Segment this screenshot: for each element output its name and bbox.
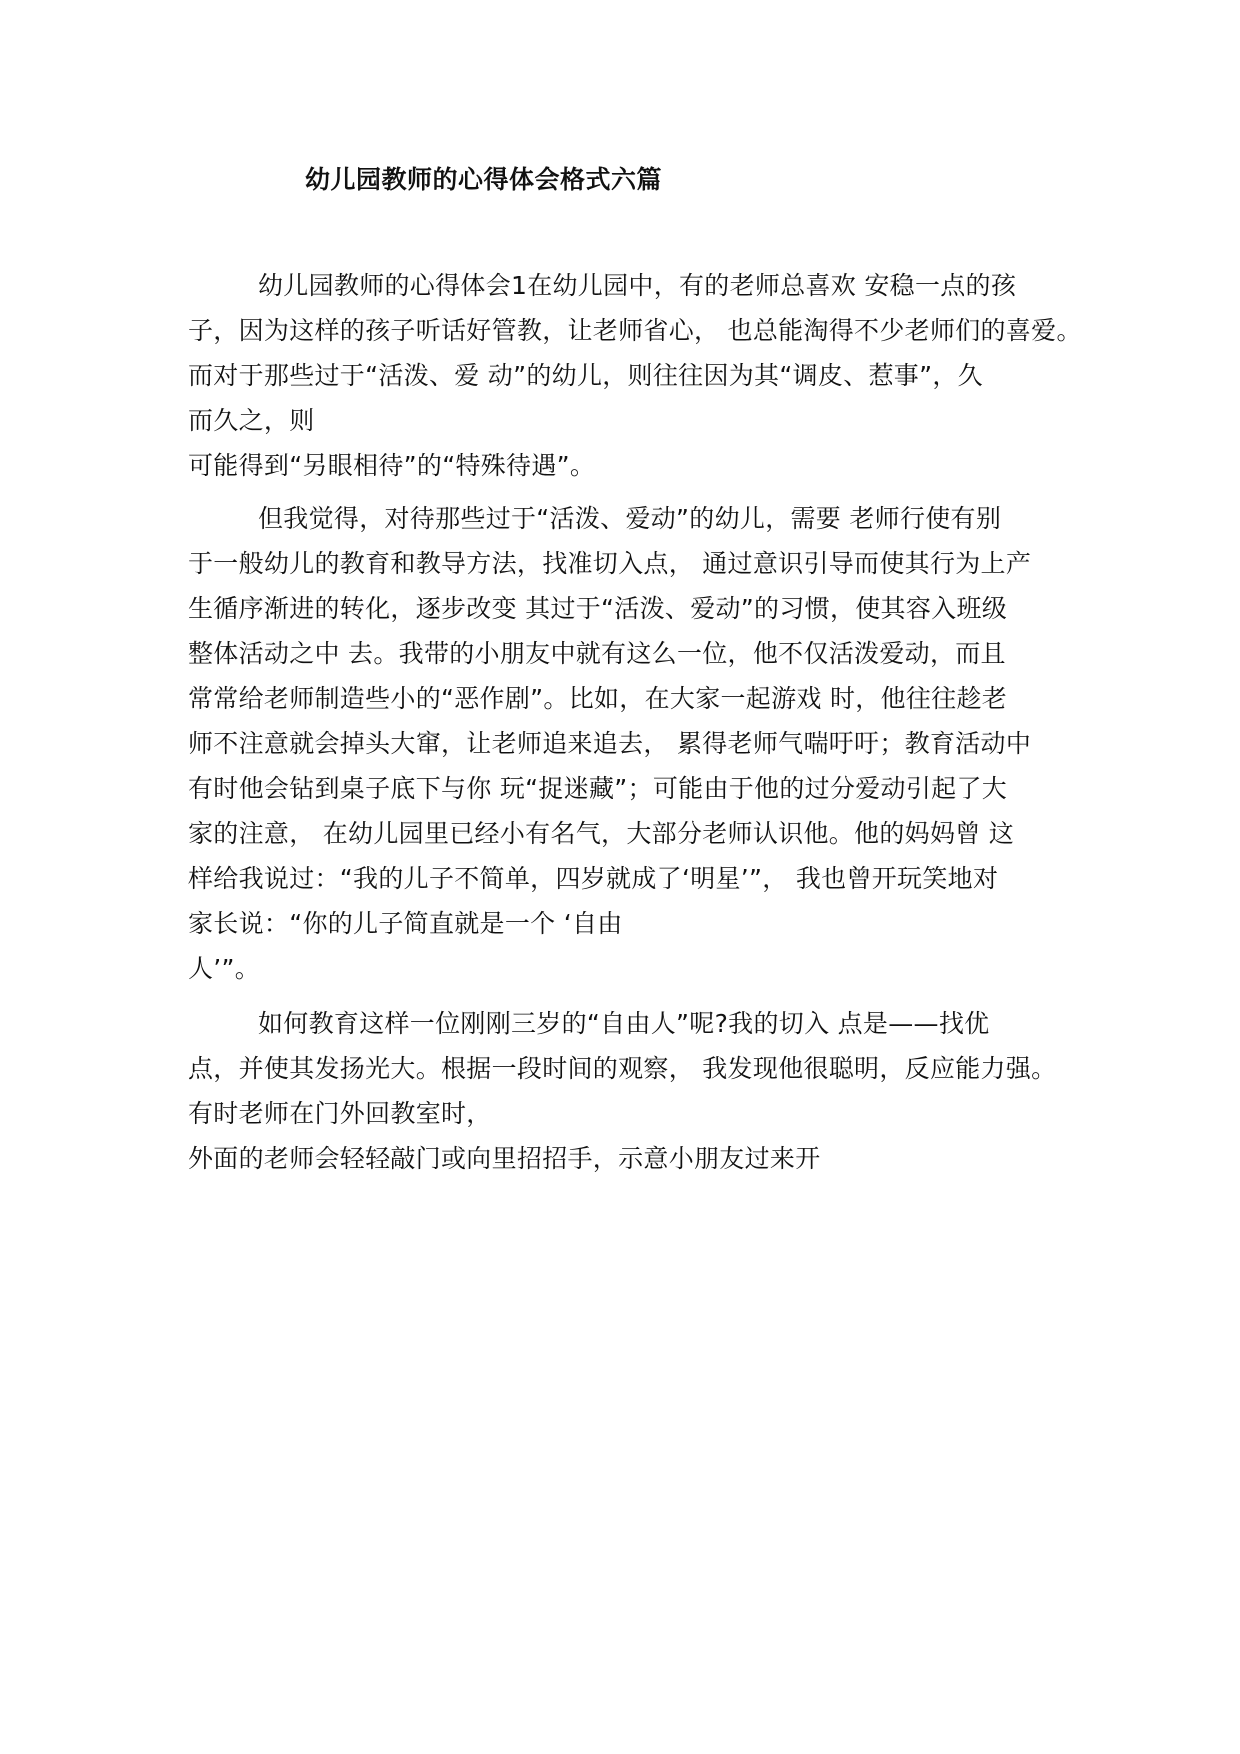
paragraph-3-line-2: 点，并使其发扬光大。根据一段时间的观察， 我发现他很聪明，反应能力强。 xyxy=(188,1054,1057,1083)
paragraph-2-line-1: 但我觉得，对待那些过于“活泼、爱动”的幼儿，需要 老师行使有别 xyxy=(258,504,1002,533)
paragraph-1-line-1: 幼儿园教师的心得体会1在幼儿园中，有的老师总喜欢 安稳一点的孩 xyxy=(258,271,1017,300)
document-title: 幼儿园教师的心得体会格式六篇 xyxy=(305,165,663,194)
paragraph-1-line-2: 子，因为这样的孩子听话好管教，让老师省心， 也总能淘得不少老师们的喜爱。 xyxy=(188,316,1082,345)
paragraph-3-line-1: 如何教育这样一位刚刚三岁的“自由人”呢?我的切入 点是——找优 xyxy=(258,1009,990,1038)
paragraph-2-line-8: 家的注意， 在幼儿园里已经小有名气，大部分老师认识他。他的妈妈曾 这 xyxy=(188,819,1015,848)
paragraph-1-line-4: 而久之，则 xyxy=(188,406,315,435)
paragraph-2-line-3: 生循序渐进的转化，逐步改变 其过于“活泼、爱动”的习惯，使其容入班级 xyxy=(188,594,1008,623)
paragraph-2-line-7: 有时他会钻到桌子底下与你 玩“捉迷藏”；可能由于他的过分爱动引起了大 xyxy=(188,774,1008,803)
paragraph-2-line-10: 家长说：“你的儿子简直就是一个 ‘自由 xyxy=(188,909,623,938)
paragraph-2-line-11: 人’”。 xyxy=(188,954,261,983)
paragraph-1-line-5: 可能得到“另眼相待”的“特殊待遇”。 xyxy=(188,451,596,480)
paragraph-2-line-6: 师不注意就会掉头大窜，让老师追来追去， 累得老师气喘吁吁；教育活动中 xyxy=(188,729,1032,758)
paragraph-2-line-5: 常常给老师制造些小的“恶作剧”。比如，在大家一起游戏 时，他往往趁老 xyxy=(188,684,1008,713)
paragraph-3-line-4: 外面的老师会轻轻敲门或向里招招手，示意小朋友过来开 xyxy=(188,1144,821,1173)
paragraph-2-line-9: 样给我说过：“我的儿子不简单，四岁就成了‘明星’”， 我也曾开玩笑地对 xyxy=(188,864,999,893)
paragraph-2-line-4: 整体活动之中 去。我带的小朋友中就有这么一位，他不仅活泼爱动，而且 xyxy=(188,639,1006,668)
paragraph-2-line-2: 于一般幼儿的教育和教导方法，找准切入点， 通过意识引导而使其行为上产 xyxy=(188,549,1032,578)
paragraph-3-line-3: 有时老师在门外回教室时， xyxy=(188,1099,492,1128)
paragraph-1-line-3: 而对于那些过于“活泼、爱 动”的幼儿，则往往因为其“调皮、惹事”，久 xyxy=(188,361,983,390)
